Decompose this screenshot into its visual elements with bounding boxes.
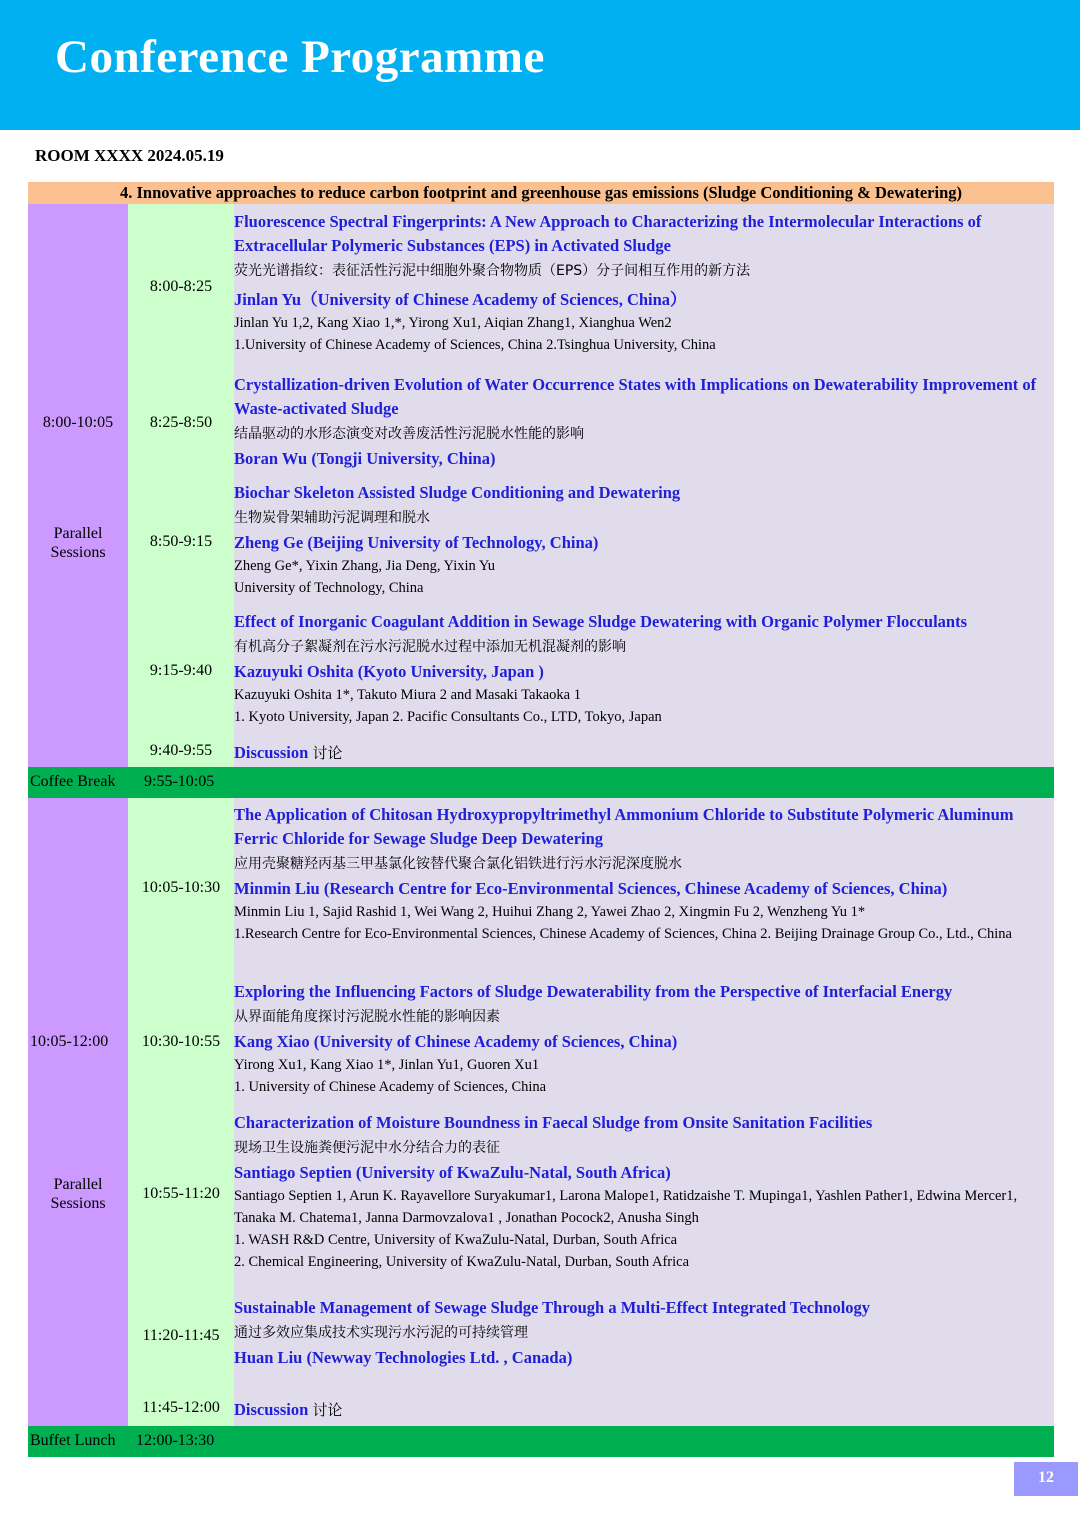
talk-speaker[interactable]: Kang Xiao (University of Chinese Academy of Sciences, China) xyxy=(234,1032,678,1051)
talk-item xyxy=(234,481,1050,599)
coffee-break-row xyxy=(28,767,1054,798)
discussion-label: Discussion xyxy=(234,743,309,762)
talk-title[interactable]: Crystallization-driven Evolution of Water Occurrence States with Implications on Dewaterability Improvement of Waste-activated Sludge xyxy=(234,375,1037,418)
talk-title-cn: 生物炭骨架辅助污泥调理和脱水 xyxy=(234,510,430,526)
talk-item xyxy=(234,610,1050,728)
talk-speaker[interactable]: Minmin Liu (Research Centre for Eco-Environmental Sciences, Chinese Academy of Sciences, China) xyxy=(234,879,948,898)
talk-title[interactable]: Sustainable Management of Sewage Sludge Through a Multi-Effect Integrated Technology xyxy=(234,1298,871,1317)
talk-time: 10:30-10:55 xyxy=(141,1033,221,1050)
talk-title[interactable]: Fluorescence Spectral Fingerprints: A New Approach to Characterizing the Intermolecular Interactions of Extracellular Polymeric Substances (EPS) in Activated Sludge xyxy=(234,212,982,255)
discussion-label-cn: 讨论 xyxy=(312,744,343,762)
talk-speaker[interactable]: Kazuyuki Oshita (Kyoto University, Japan ) xyxy=(234,662,544,681)
talk-speaker[interactable]: Zheng Ge (Beijing University of Technology, China) xyxy=(234,533,599,552)
talk-speaker[interactable]: Santiago Septien (University of KwaZulu-Natal, South Africa) xyxy=(234,1163,671,1182)
discussion-time: 11:45-12:00 xyxy=(142,1399,220,1416)
talk-title[interactable]: Effect of Inorganic Coagulant Addition in Sewage Sludge Dewatering with Organic Polymer Flocculants xyxy=(234,612,968,631)
talk-authors: Kazuyuki Oshita 1*, Takuto Miura 2 and Masaki Takaoka 1 xyxy=(234,687,581,703)
talk-title[interactable]: Characterization of Moisture Boundness in Faecal Sludge from Onsite Sanitation Facilities xyxy=(234,1113,873,1132)
talk-title-cn: 应用壳聚糖羟丙基三甲基氯化铵替代聚合氯化铝铁进行污水污泥深度脱水 xyxy=(234,856,682,872)
talk-speaker[interactable]: Boran Wu (Tongji University, China) xyxy=(234,449,496,468)
talk-time: 10:55-11:20 xyxy=(142,1185,220,1202)
talk-title-cn: 荧光光谱指纹：表征活性污泥中细胞外聚合物物质（EPS）分子间相互作用的新方法 xyxy=(234,263,751,279)
block2-time: 10:05-12:00 xyxy=(30,1033,109,1050)
discussion-label-cn: 讨论 xyxy=(312,1401,343,1419)
talk-item xyxy=(234,373,1050,471)
talk-time: 8:25-8:50 xyxy=(149,414,213,431)
coffee-break-label: Coffee Break xyxy=(30,773,116,790)
buffet-lunch-label: Buffet Lunch xyxy=(30,1432,116,1449)
discussion-row xyxy=(234,742,342,763)
talk-title[interactable]: Exploring the Influencing Factors of Sludge Dewaterability from the Perspective of Interfacial Energy xyxy=(234,982,953,1001)
talk-item xyxy=(234,1296,1050,1370)
talk-affiliation: 2. Chemical Engineering, University of KwaZulu-Natal, Durban, South Africa xyxy=(234,1254,690,1270)
talk-time: 8:00-8:25 xyxy=(149,278,213,295)
talk-affiliation: University of Technology, China xyxy=(234,580,424,596)
discussion-time: 9:40-9:55 xyxy=(149,742,213,759)
block1-time-column xyxy=(28,204,128,767)
block2-slot-column xyxy=(128,798,234,1426)
talk-title[interactable]: The Application of Chitosan Hydroxypropyltrimethyl Ammonium Chloride to Substitute Polymeric Aluminum Ferric Chloride for Sewage Sludge Deep Dewatering xyxy=(234,805,1014,848)
talk-affiliation: 1. University of Chinese Academy of Sciences, China xyxy=(234,1079,547,1095)
talk-affiliation: 1. WASH R&D Centre, University of KwaZulu-Natal, Durban, South Africa xyxy=(234,1232,678,1248)
session-title: 4. Innovative approaches to reduce carbon footprint and greenhouse gas emissions (Sludge Conditioning & Dewatering) xyxy=(28,182,1054,204)
discussion-row xyxy=(234,1399,342,1420)
block1-time: 8:00-10:05 xyxy=(42,414,114,431)
talk-item xyxy=(234,980,1050,1098)
talk-time: 8:50-9:15 xyxy=(149,533,213,550)
talk-authors: Santiago Septien 1, Arun K. Rayavellore Suryakumar1, Larona Malope1, Ratidzaishe T. Mupinga1, Yashlen Pather1, Edwina Mercer1, Tanaka M. Chatema1, Janna Darmovzalova1 , Jonathan Pocock2, Anusha Singh xyxy=(234,1188,1018,1226)
talk-title-cn: 从界面能角度探讨污泥脱水性能的影响因素 xyxy=(234,1009,500,1025)
talk-affiliation: 1.Research Centre for Eco-Environmental Sciences, Chinese Academy of Sciences, China 2. Beijing Drainage Group Co., Ltd., China xyxy=(234,926,1012,942)
header-banner xyxy=(0,0,1080,130)
talk-title-cn: 现场卫生设施粪便污泥中水分结合力的表征 xyxy=(234,1140,500,1156)
page-number: 12 xyxy=(1014,1462,1078,1496)
talk-title[interactable]: Biochar Skeleton Assisted Sludge Conditioning and Dewatering xyxy=(234,483,681,502)
talk-speaker[interactable]: Jinlan Yu（University of Chinese Academy of Sciences, China） xyxy=(234,290,687,309)
talk-item xyxy=(234,803,1050,945)
talk-title-cn: 结晶驱动的水形态演变对改善废活性污泥脱水性能的影响 xyxy=(234,426,584,442)
talk-speaker[interactable]: Huan Liu (Newway Technologies Ltd. , Canada) xyxy=(234,1348,573,1367)
room-date: ROOM XXXX 2024.05.19 xyxy=(35,146,224,165)
talk-item xyxy=(234,210,1050,356)
talk-time: 11:20-11:45 xyxy=(142,1327,220,1344)
talk-item xyxy=(234,1111,1050,1273)
buffet-lunch-time: 12:00-13:30 xyxy=(136,1432,215,1449)
talk-authors: Minmin Liu 1, Sajid Rashid 1, Wei Wang 2, Huihui Zhang 2, Yawei Zhao 2, Xingmin Fu 2, Wenzheng Yu 1* xyxy=(234,904,866,920)
talk-title-cn: 通过多效应集成技术实现污水污泥的可持续管理 xyxy=(234,1325,528,1341)
talk-time: 10:05-10:30 xyxy=(141,879,221,896)
block1-slot-column xyxy=(128,204,234,767)
talk-time: 9:15-9:40 xyxy=(149,662,213,679)
talk-authors: Yirong Xu1, Kang Xiao 1*, Jinlan Yu1, Guoren Xu1 xyxy=(234,1057,540,1073)
talk-title-cn: 有机高分子絮凝剂在污水污泥脱水过程中添加无机混凝剂的影响 xyxy=(234,639,626,655)
discussion-label: Discussion xyxy=(234,1400,309,1419)
page-title: Conference Programme xyxy=(55,31,545,83)
talk-authors: Zheng Ge*, Yixin Zhang, Jia Deng, Yixin Yu xyxy=(234,558,495,574)
block2-time-column xyxy=(28,798,128,1426)
buffet-lunch-row xyxy=(28,1426,1054,1457)
block1-label: Parallel Sessions xyxy=(50,525,106,561)
talk-affiliation: 1.University of Chinese Academy of Sciences, China 2.Tsinghua University, China xyxy=(234,337,716,353)
coffee-break-time: 9:55-10:05 xyxy=(144,773,215,790)
talk-affiliation: 1. Kyoto University, Japan 2. Pacific Consultants Co., LTD, Tokyo, Japan xyxy=(234,709,662,725)
talk-authors: Jinlan Yu 1,2, Kang Xiao 1,*, Yirong Xu1, Aiqian Zhang1, Xianghua Wen2 xyxy=(234,315,672,331)
block2-label: Parallel Sessions xyxy=(50,1176,106,1212)
